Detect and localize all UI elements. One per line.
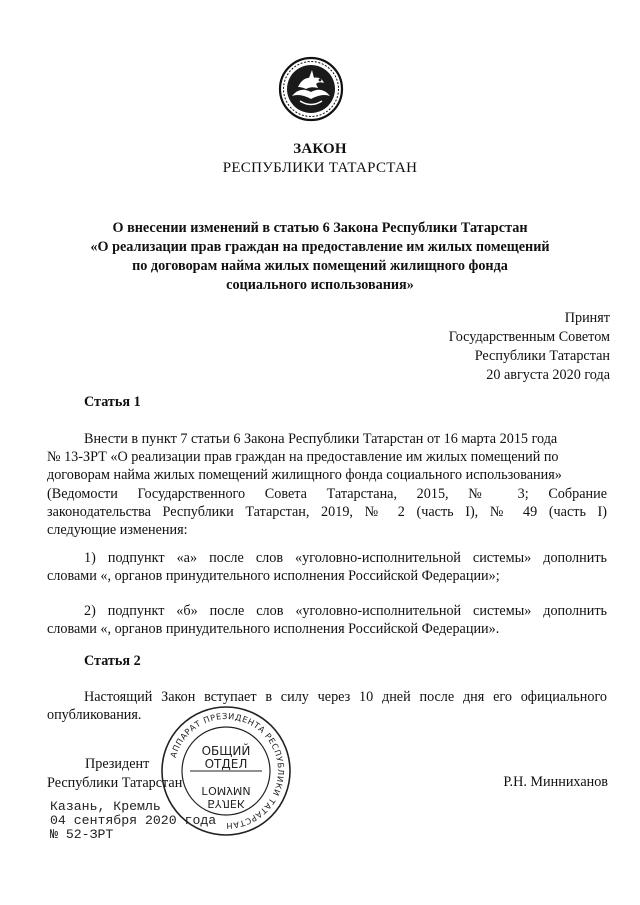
heading-line: по договорам найма жилых помещений жилищного фонда: [132, 258, 508, 274]
signatory-name: Р.Н. Минниханов: [503, 774, 608, 790]
registration-place: Казань, Кремль: [50, 799, 161, 814]
text-line: словами «, органов принудительного исполнения Российской Федерации»;: [47, 568, 500, 585]
text-line: словами «, органов принудительного исполнения Российской Федерации».: [47, 621, 500, 638]
stamp-text-line3: ГОМУМИ: [201, 784, 251, 797]
text-line: следующие изменения:: [47, 522, 188, 539]
stamp-text-line1: ОБЩИЙ: [201, 744, 251, 758]
heading-line: «О реализации прав граждан на предоставление им жилых помещений: [90, 239, 550, 255]
signatory-republic: Республики Татарстан: [47, 775, 183, 791]
stamp-text-line4: БҮЛЕК: [207, 797, 245, 810]
text-line: (Ведомости Государственного Совета Татарстана, 2015, № 3; Собрание: [47, 485, 607, 502]
text-line: опубликования.: [47, 707, 142, 724]
law-title: ЗАКОН: [293, 141, 347, 157]
text-line: Внести в пункт 7 статьи 6 Закона Республики Татарстан от 16 марта 2015 года: [84, 431, 558, 447]
law-heading: [60, 219, 580, 295]
text-line: Настоящий Закон вступает в силу через 10 дней после дня его официального: [84, 689, 607, 705]
registration-number: № 52-ЗРТ: [50, 827, 114, 842]
adoption-line: Республики Татарстан: [474, 348, 610, 364]
article-1-item-2: [47, 602, 607, 638]
office-stamp: [158, 703, 294, 839]
text-line: 1) подпункт «а» после слов «уголовно-исполнительной системы» дополнить: [84, 550, 607, 566]
stamp-ring-text: АППАРАТ ПРЕЗИДЕНТА РЕСПУБЛИКИ ТАТАРСТАН: [167, 710, 287, 832]
heading-line: О внесении изменений в статью 6 Закона Республики Татарстан: [112, 220, 528, 236]
signatory-position: Президент: [85, 756, 150, 772]
adoption-line: Государственным Советом: [448, 329, 610, 345]
article-1-item-1: [47, 549, 607, 585]
article-2-title: Статья 2: [84, 653, 141, 669]
adoption-date: 20 августа 2020 года: [486, 367, 610, 383]
text-line: 2) подпункт «б» после слов «уголовно-исполнительной системы» дополнить: [84, 603, 607, 619]
adoption-line: Принят: [564, 310, 610, 326]
text-line: договорам найма жилых помещений жилищного фонда социального использования»: [47, 467, 562, 484]
republic-of-tatarstan-coat-of-arms-icon: [278, 56, 344, 122]
article-1-intro: [47, 430, 607, 539]
adoption-block: [449, 309, 610, 385]
stamp-text-line2: ОТДЕЛ: [204, 757, 248, 771]
article-1-title: Статья 1: [84, 394, 141, 410]
text-line: законодательства Республики Татарстан, 2019, № 2 (часть I), № 49 (часть I): [47, 503, 607, 520]
article-2-text: [47, 688, 607, 724]
registration-date: 04 сентября 2020 года: [50, 813, 217, 828]
republic-name: РЕСПУБЛИКИ ТАТАРСТАН: [222, 160, 418, 176]
heading-line: социального использования»: [226, 277, 414, 293]
text-line: № 13-ЗРТ «О реализации прав граждан на предоставление им жилых помещений по: [47, 449, 559, 466]
